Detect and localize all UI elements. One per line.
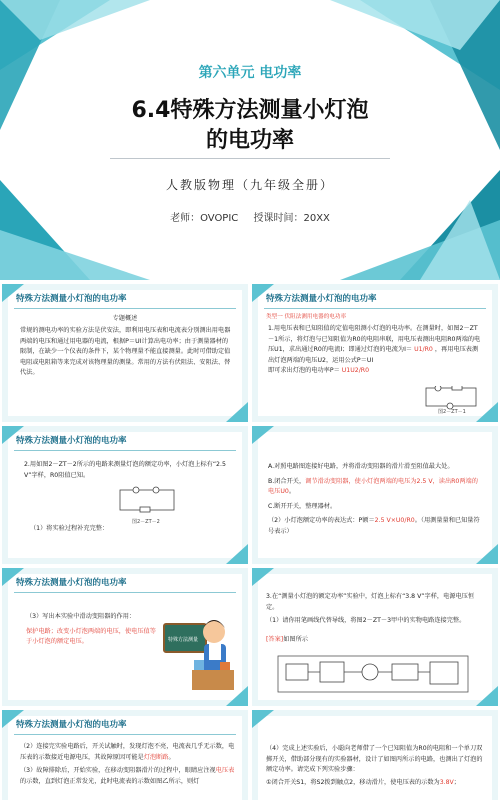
answer-text: 保护电路；改变小灯泡两端的电压，使电压值等于小灯泡的额定电压。 [26, 627, 156, 645]
slide-body: 常规的测电功率的实验方法是伏安法，即利用电压表和电流表分别测出用电器两端的电压和通过用电器的电流，根据P＝UI计算出电功率；由于测量器材的限制，在缺少一个仪表的条件下，某个物理量不能直接测量。此时可借助定值电阻或电阻箱等来完成对该物理量的测量。常用的方法有伏阻法、安阻法、替代法。 [20, 327, 231, 376]
body-part-1: 1.用电压表和已知阻值的定值电阻测小灯泡的电功率。在测量时，如图2－ZT－1所示，将灯泡与已知阻值为R0的电阻串联，用电压表测出电阻R0两端的电压U1，求出通过R0的电流I；即通过灯泡的电流为I＝ [268, 325, 481, 353]
question-2-text: （2）连接完实验电路后，开关试触时，发现灯泡不亮，电流表几乎无示数，电压表的示数接近电源电压，其故障原因可能是 [20, 743, 235, 761]
slide-body [268, 462, 484, 537]
edition-label: 人教版物理（九年级全册） [165, 178, 334, 192]
step-d-answer: 2.5 V×U0/R0 [374, 517, 415, 524]
title-line-2: 的电功率 [205, 128, 294, 153]
slide-divider [264, 308, 486, 309]
lecture-time: 授课时间：20XX [253, 213, 330, 224]
section-heading: 专题概述 [112, 315, 138, 322]
step-1-end: ； [453, 778, 460, 786]
question-4-text: （4）完成上述实验后，小聪向老师借了一个已知阻值为R0的电阻和一个单刀双掷开关，借助部分现有的实验器材，设计了如图丙所示的电路，也测出了灯泡的额定功率。请完成下列实验步骤： [266, 745, 483, 773]
slide-divider [14, 450, 236, 451]
question-text: （3）写出本实验中滑动变阻器的作用： [26, 613, 136, 620]
step-1-text: ①闭合开关S1，将S2拨到触点2，移动滑片，使电压表的示数为 [266, 778, 440, 786]
step-b-answer: 调节滑动变阻器，使小灯泡两端的电压为2.5 V，读出R0两端的电压U0 [268, 477, 478, 495]
unit-title: 第六单元 电功率 [198, 65, 302, 81]
figure-caption: 图2－ZT－1 [438, 409, 466, 415]
cover-slide [0, 0, 500, 280]
answer-blank-2: U1U2/R0 [339, 367, 371, 374]
question-text: 3.在“测量小灯泡的额定功率”实验中，灯泡上标有“3.8 V”字样，电源电压恒定。 [266, 593, 475, 611]
slide-7[interactable] [2, 710, 248, 800]
slide-title: 特殊方法测量小灯泡的电功率 [16, 436, 127, 446]
slide-title: 特殊方法测量小灯泡的电功率 [16, 294, 127, 304]
step-b [268, 477, 484, 498]
teacher-name: 老师：OVOPIC [170, 213, 239, 224]
step-b-prefix: B.闭合开关， [268, 477, 306, 485]
slide-divider [14, 592, 236, 593]
slide-divider [14, 308, 236, 309]
question-2-end: 。 [168, 753, 175, 761]
title-divider [110, 158, 390, 159]
slide-3[interactable] [2, 426, 248, 564]
question-3-end: 的示数，直到灯泡正常发光，此时电流表的示数如图乙所示，则灯 [20, 777, 200, 785]
teacher-meta [0, 209, 500, 224]
slide-title: 特殊方法测量小灯泡的电功率 [266, 294, 377, 304]
question-3-text: （3）故障排除后，开始实验，在移动变阻器滑片的过程中，眼睛应注视 [20, 767, 216, 774]
step-b-end: 。 [288, 488, 296, 495]
board-text: 特殊方法测量 [168, 637, 199, 643]
slide-body [26, 612, 162, 648]
step-d [268, 516, 484, 537]
step-a: A.对照电路图连接好电路，并将滑动变阻器的滑片滑至阻值最大处。 [268, 463, 454, 470]
body-part-3: 即可求出灯泡的电功率P＝ [268, 367, 340, 374]
question-2 [20, 742, 238, 763]
slide-divider [14, 734, 236, 735]
type-tag: 类型一 伏阻法测用电器的电功率 [266, 314, 347, 320]
slide-body-2: （1）将实验过程补充完整： [30, 525, 109, 532]
step-d-end: 。（用测量量和已知量符号表示） [268, 517, 480, 535]
slide-5[interactable] [2, 568, 248, 706]
answer-line [266, 635, 484, 646]
slide-body: 2.用如图2－ZT－2所示的电路来测量灯泡的额定功率，小灯泡上标有“2.5 V”字样，R0阻值已知。 [24, 461, 226, 479]
step-d-prefix: （2）小灯泡额定功率的表达式：P额＝ [268, 517, 375, 524]
slide-2[interactable] [252, 284, 498, 422]
body-part-2: ，再用电压表测出灯泡两端的电压U2，运用公式P＝UI [268, 346, 479, 364]
slide-8[interactable] [252, 710, 498, 800]
teacher-illustration [162, 604, 238, 696]
figure-caption: 图2－ZT－2 [132, 519, 160, 525]
slide-title: 特殊方法测量小灯泡的电功率 [16, 720, 127, 730]
slide-body [266, 592, 484, 645]
slide-body [268, 324, 482, 377]
slide-6[interactable] [252, 568, 498, 706]
slide-title: 特殊方法测量小灯泡的电功率 [16, 578, 127, 588]
step-1-answer: 3.8V [439, 778, 454, 786]
question-3 [20, 766, 238, 787]
slide-1[interactable] [2, 284, 248, 422]
question-2-answer: 灯泡断路 [143, 753, 169, 761]
slide-4[interactable] [252, 426, 498, 564]
slide-body [266, 744, 486, 788]
step-c: C.断开开关，整理器材。 [268, 502, 337, 510]
circuit-figure [274, 652, 474, 696]
answer-text: 如图所示 [283, 635, 308, 643]
circuit-diagram [116, 484, 178, 514]
answer-tag: [答案] [266, 635, 284, 643]
question-3-answer: 电压表 [215, 767, 235, 774]
step-1 [266, 778, 486, 789]
page-title [0, 96, 500, 156]
question-part-1: （1）请你用笔画线代替导线，将图2－ZT－3甲中的实物电路连接完整。 [266, 617, 466, 624]
title-line-1: 6.4特殊方法测量小灯泡 [131, 98, 369, 123]
slide-body [20, 742, 238, 787]
answer-blank: U1/R0 [412, 346, 435, 353]
